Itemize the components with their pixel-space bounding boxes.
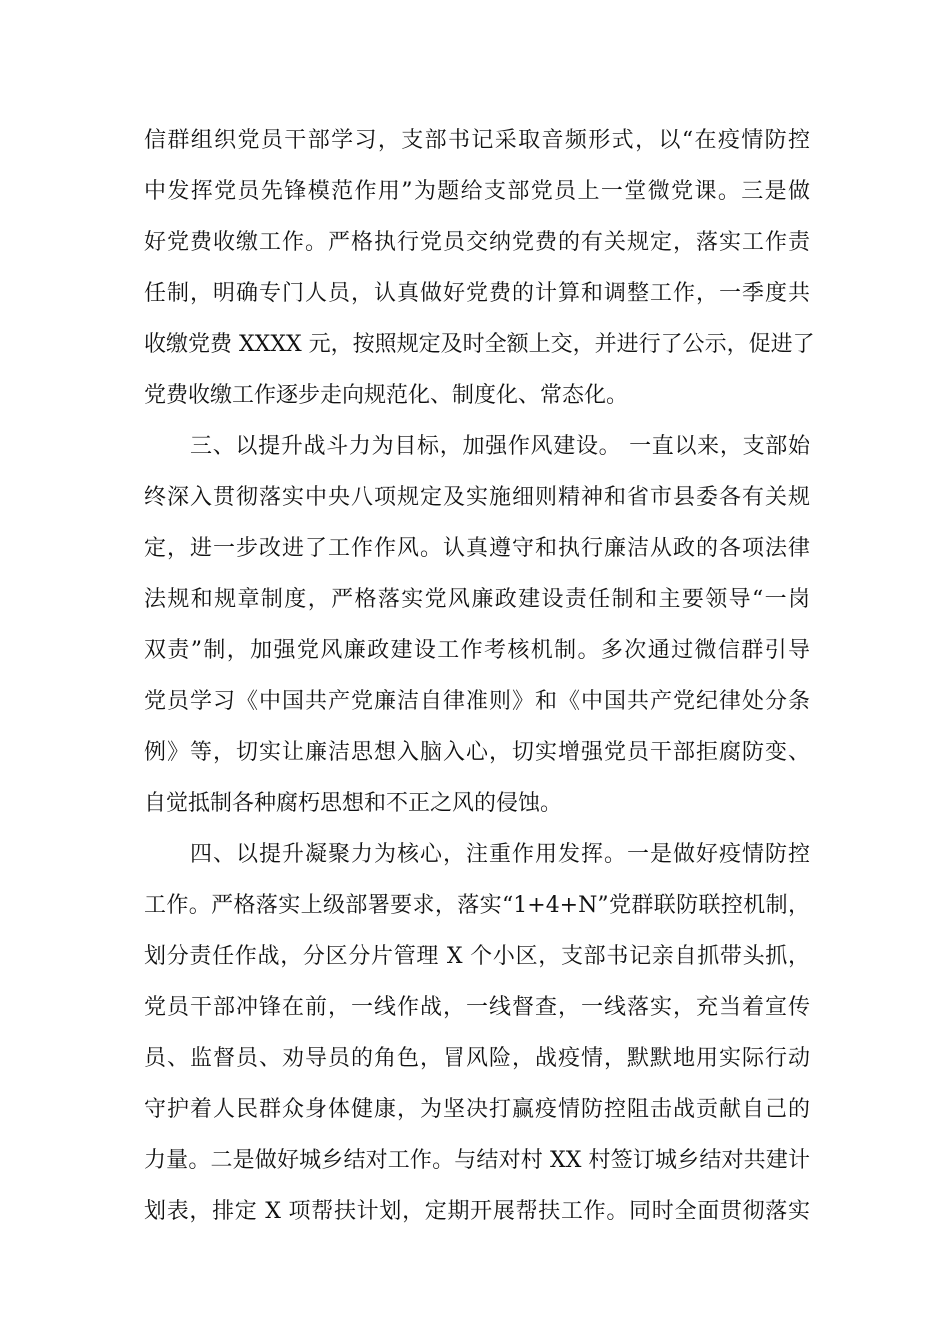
text-line: 守护着人民群众身体健康，为坚决打赢疫情防控阻击战贡献自己的 xyxy=(144,1097,810,1122)
text-line: 自觉抵制各种腐朽思想和不正之风的侵蚀。 xyxy=(144,791,563,816)
text-line: 划分责任作战，分区分片管理 X 个小区，支部书记亲自抓带头抓， xyxy=(144,944,810,969)
text-line: 划表，排定 X 项帮扶计划，定期开展帮扶工作。同时全面贯彻落实 xyxy=(144,1199,810,1224)
text-line: 例》等，切实让廉洁思想入脑入心，切实增强党员干部拒腐防变、 xyxy=(144,740,810,765)
text-line: 终深入贯彻落实中央八项规定及实施细则精神和省市县委各有关规 xyxy=(144,485,810,510)
text-line: 三、以提升战斗力为目标，加强作风建设。 一直以来，支部始 xyxy=(190,434,810,459)
text-line: 收缴党费 XXXX 元，按照规定及时全额上交，并进行了公示，促进了 xyxy=(144,332,815,357)
text-line: 党员干部冲锋在前，一线作战，一线督查，一线落实，充当着宣传 xyxy=(144,995,810,1020)
text-line: 员、监督员、劝导员的角色，冒风险，战疫情，默默地用实际行动 xyxy=(144,1046,810,1071)
text-line: 双责”制，加强党风廉政建设工作考核机制。多次通过微信群引导 xyxy=(144,638,810,663)
text-line: 四、以提升凝聚力为核心，注重作用发挥。一是做好疫情防控 xyxy=(190,842,810,867)
text-line: 中发挥党员先锋模范作用”为题给支部党员上一堂微党课。三是做 xyxy=(144,179,810,204)
text-line: 工作。严格落实上级部署要求，落实“1+4+N”党群联防联控机制， xyxy=(144,893,810,918)
text-line: 定，进一步改进了工作作风。认真遵守和执行廉洁从政的各项法律 xyxy=(144,536,810,561)
text-line: 任制，明确专门人员，认真做好党费的计算和调整工作，一季度共 xyxy=(144,281,810,306)
text-line: 信群组织党员干部学习，支部书记采取音频形式，以“在疫情防控 xyxy=(144,128,810,153)
text-line: 好党费收缴工作。严格执行党员交纳党费的有关规定，落实工作责 xyxy=(144,230,810,255)
document-body xyxy=(144,115,815,1237)
text-line: 力量。二是做好城乡结对工作。与结对村 XX 村签订城乡结对共建计 xyxy=(144,1148,810,1173)
text-line: 党员学习《中国共产党廉洁自律准则》和《中国共产党纪律处分条 xyxy=(144,689,810,714)
text-line: 法规和规章制度，严格落实党风廉政建设责任制和主要领导“一岗 xyxy=(144,587,810,612)
text-line: 党费收缴工作逐步走向规范化、制度化、常态化。 xyxy=(144,383,629,408)
